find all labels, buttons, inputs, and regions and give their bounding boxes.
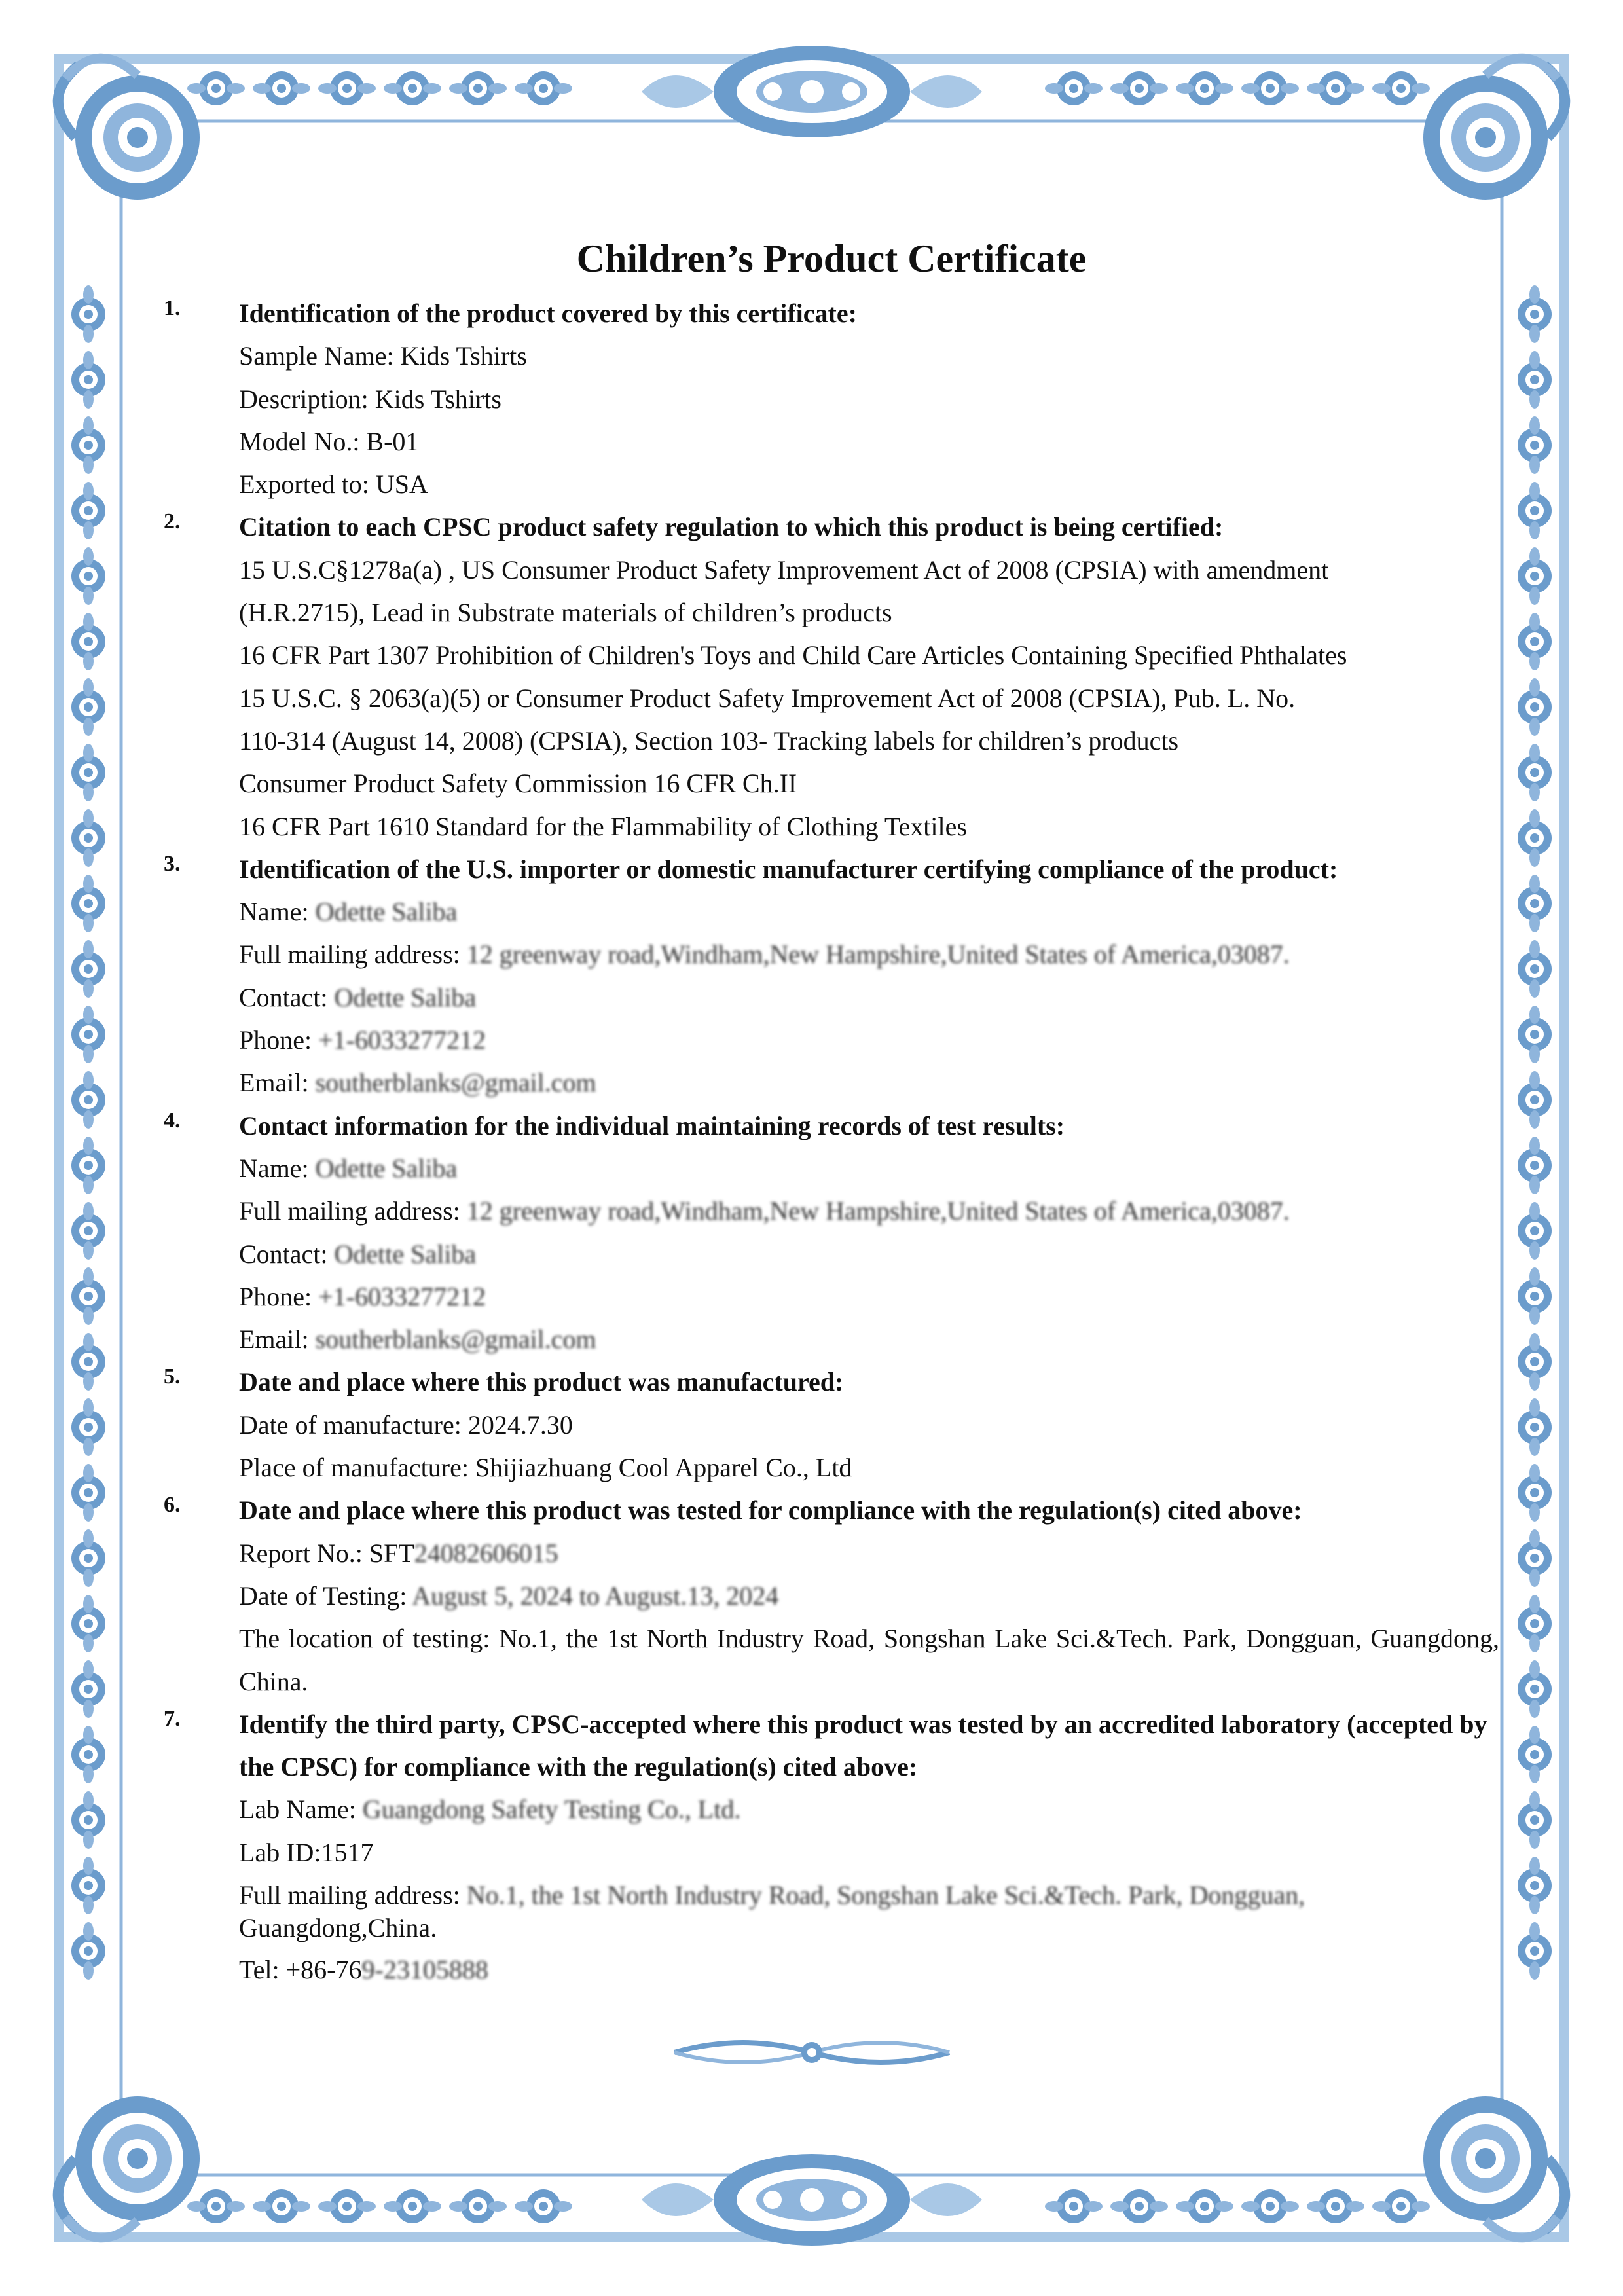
- date-of-manufacture: Date of manufacture: 2024.7.30: [239, 1410, 573, 1440]
- section-3: [164, 848, 1499, 1104]
- section-heading: Date and place where this product was tested for compliance with the regulation(s) cited above:: [239, 1495, 1302, 1525]
- model-no: Model No.: B-01: [239, 426, 419, 456]
- records-name: Name: Odette Saliba: [239, 1153, 458, 1183]
- section-6: [164, 1489, 1499, 1702]
- regulation-line: Consumer Product Safety Commission 16 CFR Ch.II: [239, 769, 797, 799]
- lab-tel: Tel: +86-769-23105888: [239, 1954, 488, 1984]
- date-of-testing: Date of Testing: August 5, 2024 to August.13, 2024: [239, 1580, 779, 1611]
- section-number: 4.: [164, 1108, 181, 1133]
- records-contact: Contact: Odette Saliba: [239, 1239, 477, 1269]
- regulation-line: (H.R.2715), Lead in Substrate materials of children’s products: [239, 598, 892, 628]
- divider-ornament: [674, 2042, 949, 2063]
- section-number: 5.: [164, 1364, 181, 1389]
- section-heading: Date and place where this product was manufactured:: [239, 1367, 844, 1397]
- section-number: 3.: [164, 851, 181, 876]
- section-2: [164, 505, 1499, 847]
- section-number: 7.: [164, 1706, 181, 1731]
- lab-name: Lab Name: Guangdong Safety Testing Co., Ltd.: [239, 1795, 741, 1825]
- section-heading: Citation to each CPSC product safety regulation to which this product is being certified:: [239, 512, 1224, 542]
- lab-address-line2: Guangdong,China.: [239, 1912, 437, 1942]
- importer-email: Email: southerblanks@gmail.com: [239, 1068, 596, 1098]
- report-no: Report No.: SFT24082606015: [239, 1538, 558, 1568]
- section-1: [164, 292, 1499, 505]
- regulation-line: 16 CFR Part 1610 Standard for the Flammability of Clothing Textiles: [239, 811, 967, 841]
- records-address: Full mailing address: 12 greenway road,Windham,New Hampshire,United States of America,03087.: [239, 1196, 1290, 1226]
- regulation-line: 15 U.S.C. § 2063(a)(5) or Consumer Product Safety Improvement Act of 2008 (CPSIA), Pub. L. No.: [239, 683, 1296, 713]
- section-number: 1.: [164, 296, 181, 320]
- importer-name: Name: Odette Saliba: [239, 897, 458, 927]
- records-email: Email: southerblanks@gmail.com: [239, 1324, 596, 1355]
- lab-id: Lab ID:1517: [239, 1837, 374, 1867]
- section-number: 2.: [164, 509, 181, 534]
- exported-to: Exported to: USA: [239, 469, 428, 500]
- importer-phone: Phone: +1-6033277212: [239, 1025, 486, 1055]
- certificate-body: [164, 229, 1499, 1991]
- records-phone: Phone: +1-6033277212: [239, 1281, 486, 1311]
- section-heading: Identification of the U.S. importer or domestic manufacturer certifying compliance of the product:: [239, 854, 1338, 884]
- section-heading: Identify the third party, CPSC-accepted where this product was tested by an accredited laboratory (accepted by the CPSC) for compliance with the regulation(s) cited above:: [239, 1709, 1487, 1782]
- importer-address: Full mailing address: 12 greenway road,Windham,New Hampshire,United States of America,03087.: [239, 939, 1290, 970]
- section-7: [164, 1703, 1499, 1991]
- place-of-manufacture: Place of manufacture: Shijiazhuang Cool Apparel Co., Ltd: [239, 1453, 852, 1483]
- lab-address: Full mailing address: No.1, the 1st North Industry Road, Songshan Lake Sci.&Tech. Park, Dongguan,: [239, 1880, 1305, 1910]
- regulation-line: 110-314 (August 14, 2008) (CPSIA), Section 103- Tracking labels for children’s products: [239, 725, 1179, 756]
- testing-location: The location of testing: No.1, the 1st North Industry Road, Songshan Lake Sci.&Tech. Park, Dongguan, Guangdong, China.: [239, 1624, 1499, 1696]
- section-heading: Contact information for the individual maintaining records of test results:: [239, 1110, 1065, 1140]
- page-title: Children’s Product Certificate: [576, 237, 1087, 280]
- regulation-line: 15 U.S.C§1278a(a) , US Consumer Product Safety Improvement Act of 2008 (CPSIA) with amendment: [239, 555, 1329, 585]
- section-number: 6.: [164, 1493, 181, 1518]
- description: Description: Kids Tshirts: [239, 384, 501, 414]
- section-4: [164, 1104, 1499, 1361]
- section-heading: Identification of the product covered by this certificate:: [239, 299, 857, 328]
- section-5: [164, 1360, 1499, 1489]
- importer-contact: Contact: Odette Saliba: [239, 982, 477, 1012]
- regulation-line: 16 CFR Part 1307 Prohibition of Children's Toys and Child Care Articles Containing Specified Phthalates: [239, 640, 1347, 670]
- sample-name: Sample Name: Kids Tshirts: [239, 341, 527, 371]
